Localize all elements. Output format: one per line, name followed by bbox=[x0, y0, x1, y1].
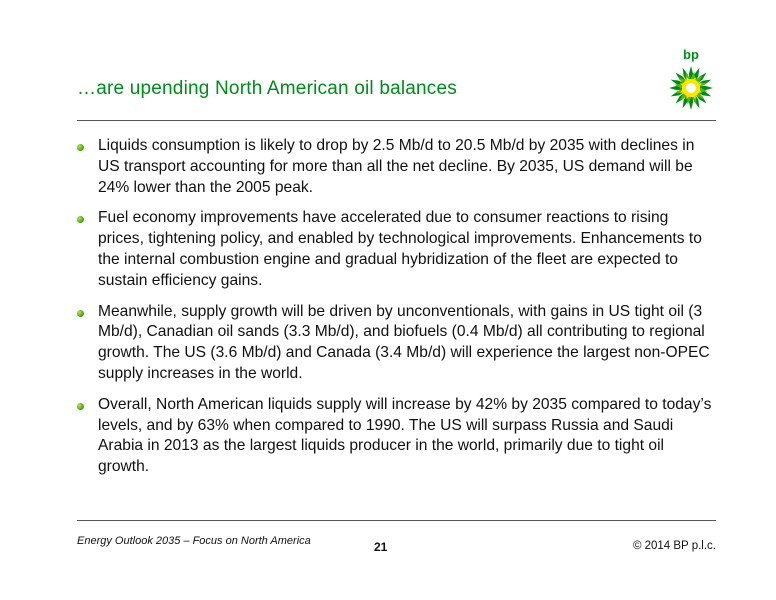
bullet-item bbox=[77, 136, 717, 198]
bullet-icon bbox=[77, 216, 84, 223]
bullet-item bbox=[77, 208, 717, 291]
bullet-text: Fuel economy improvements have accelerated due to consumer reactions to rising prices, tightening policy, and enabled by technological improvements. Enhancements to the internal combustion engine and gradual hybridization of the fleet are expected to sustain efficiency gains. bbox=[98, 209, 702, 289]
footer-divider bbox=[77, 520, 716, 521]
bp-logo bbox=[666, 47, 716, 115]
bullet-text: Liquids consumption is likely to drop by 2.5 Mb/d to 20.5 Mb/d by 2035 with declines in US transport accounting for more than all the net decline. By 2035, US demand will be 24% lower than the 2005 peak. bbox=[98, 137, 695, 196]
bullet-item bbox=[77, 395, 717, 478]
logo-text: bp bbox=[683, 47, 699, 62]
bp-helios-icon bbox=[668, 65, 714, 111]
bullet-text: Overall, North American liquids supply will increase by 42% by 2035 compared to today’s levels, and by 63% when compared to 1990. The US will surpass Russia and Saudi Arabia in 2013 as the largest liquids producer in the world, primarily due to tight oil growth. bbox=[98, 395, 712, 476]
bullet-list bbox=[77, 136, 717, 488]
bullet-icon bbox=[77, 144, 84, 151]
copyright: © 2014 BP p.l.c. bbox=[632, 540, 716, 552]
bullet-item bbox=[77, 302, 717, 385]
bullet-icon bbox=[77, 403, 84, 410]
page-number: 21 bbox=[374, 540, 388, 554]
page-title: …are upending North American oil balances bbox=[77, 78, 457, 99]
bullet-text: Meanwhile, supply growth will be driven by unconventionals, with gains in US tight oil (3 Mb/d), Canadian oil sands (3.3 Mb/d), and biofuels (0.4 Mb/d) all contributing to regional growth. The US (3.6 Mb/d) and Canada (3.4 Mb/d) will experience the largest non-OPEC supply increases in the world. bbox=[98, 302, 710, 382]
bullet-icon bbox=[77, 310, 84, 317]
header-divider bbox=[77, 120, 716, 121]
footer-document-title: Energy Outlook 2035 – Focus on North America bbox=[77, 535, 311, 547]
